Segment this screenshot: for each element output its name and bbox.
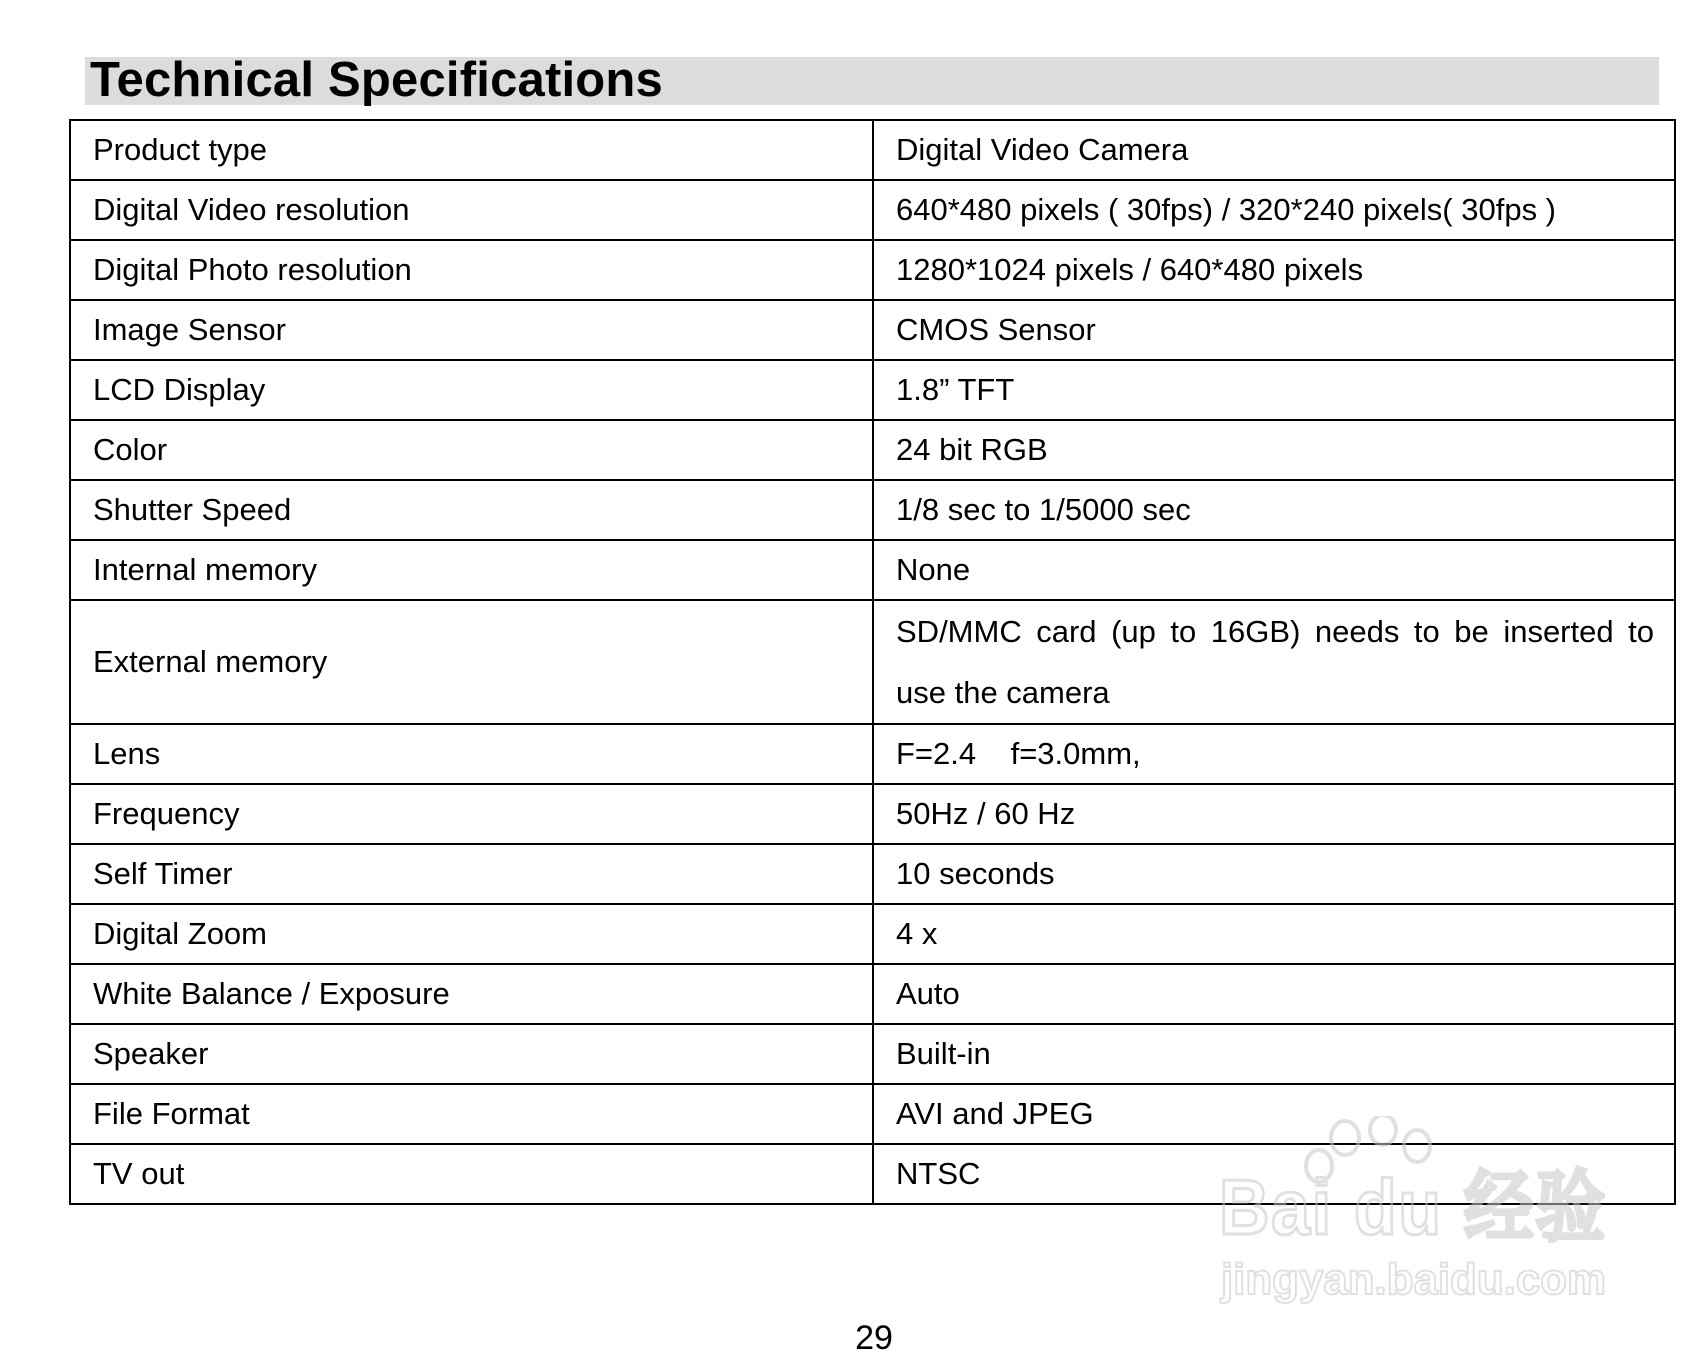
watermark-logo-text: Bai du 经验	[1219, 1163, 1607, 1251]
spec-value: Auto	[873, 964, 1675, 1024]
spec-label: Color	[70, 420, 873, 480]
baidu-watermark-logo	[1213, 1116, 1613, 1306]
page-number: 29	[855, 1319, 893, 1357]
table-row	[70, 844, 1675, 904]
table-row	[70, 180, 1675, 240]
spec-value: AVI and JPEG	[873, 1084, 1675, 1144]
table-row	[70, 420, 1675, 480]
spec-label: Self Timer	[70, 844, 873, 904]
table-row	[70, 120, 1675, 180]
spec-label: File Format	[70, 1084, 873, 1144]
table-row	[70, 360, 1675, 420]
spec-value: 1280*1024 pixels / 640*480 pixels	[873, 240, 1675, 300]
watermark-url-text: jingyan.baidu.com	[1220, 1255, 1606, 1304]
spec-label: Product type	[70, 120, 873, 180]
table-row	[70, 784, 1675, 844]
spec-value: Built-in	[873, 1024, 1675, 1084]
spec-label: Digital Photo resolution	[70, 240, 873, 300]
table-row	[70, 300, 1675, 360]
spec-label: Speaker	[70, 1024, 873, 1084]
table-row	[70, 904, 1675, 964]
table-row	[70, 964, 1675, 1024]
spec-label: LCD Display	[70, 360, 873, 420]
spec-value: 50Hz / 60 Hz	[873, 784, 1675, 844]
spec-label: White Balance / Exposure	[70, 964, 873, 1024]
spec-label: Frequency	[70, 784, 873, 844]
spec-label: Shutter Speed	[70, 480, 873, 540]
spec-value: Digital Video Camera	[873, 120, 1675, 180]
spec-label: Lens	[70, 724, 873, 784]
table-row	[70, 480, 1675, 540]
spec-value: NTSC	[873, 1144, 1675, 1204]
spec-value: 1.8” TFT	[873, 360, 1675, 420]
spec-value: CMOS Sensor	[873, 300, 1675, 360]
specs-table	[69, 119, 1676, 1205]
spec-value: SD/MMC card (up to 16GB) needs to be inserted to use the camera	[873, 600, 1675, 724]
table-row	[70, 724, 1675, 784]
table-row	[70, 600, 1675, 724]
spec-value: 1/8 sec to 1/5000 sec	[873, 480, 1675, 540]
spec-value: 4 x	[873, 904, 1675, 964]
table-row	[70, 540, 1675, 600]
spec-label: Internal memory	[70, 540, 873, 600]
spec-value: None	[873, 540, 1675, 600]
table-row	[70, 1024, 1675, 1084]
spec-label: External memory	[70, 600, 873, 724]
page-title: Technical Specifications	[90, 53, 664, 107]
spec-label: Image Sensor	[70, 300, 873, 360]
spec-label: TV out	[70, 1144, 873, 1204]
spec-value: 24 bit RGB	[873, 420, 1675, 480]
spec-label: Digital Video resolution	[70, 180, 873, 240]
spec-value: 640*480 pixels ( 30fps) / 320*240 pixels( 30fps )	[873, 180, 1675, 240]
table-row	[70, 240, 1675, 300]
spec-label: Digital Zoom	[70, 904, 873, 964]
spec-value: 10 seconds	[873, 844, 1675, 904]
spec-value: F=2.4 f=3.0mm,	[873, 724, 1675, 784]
